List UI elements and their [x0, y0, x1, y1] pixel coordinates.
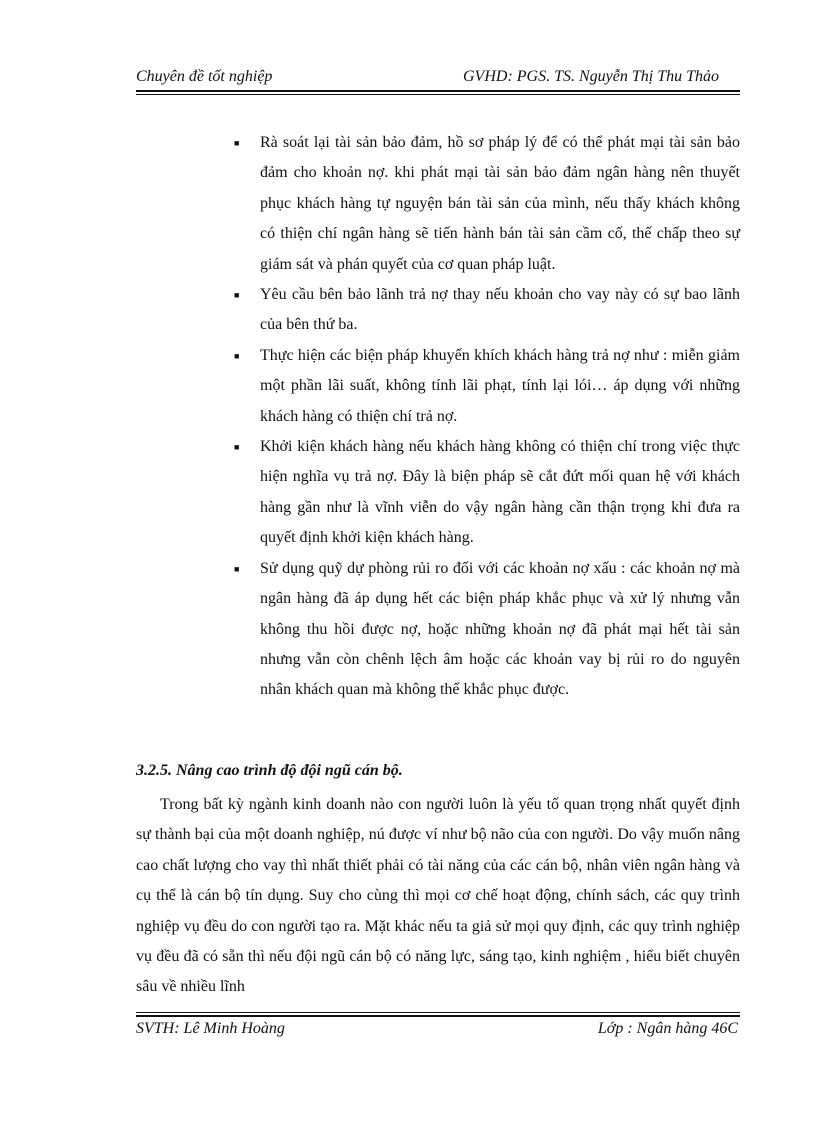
bullet-item: [232, 554, 740, 706]
footer-student: SVTH: Lê Minh Hoàng: [136, 1020, 285, 1037]
square-bullet-icon: ■: [234, 350, 240, 361]
header-rule-thin: [136, 94, 740, 95]
footer-class: Lớp : Ngân hàng 46C: [597, 1020, 738, 1037]
bullet-text: Yêu cầu bên bảo lãnh trả nợ thay nếu khoản cho vay này có sự bao lãnh của bên thứ ba.: [260, 286, 740, 334]
bullet-text: Khởi kiện khách hàng nếu khách hàng không có thiện chí trong việc thực hiện nghĩa vụ trả nợ. Đây là biện pháp sẽ cắt đứt mối quan hệ với khách hàng gần như là vĩnh viễn do vậy ngân hàng cần thận trọng khi đưa ra quyết định khởi kiện khách hàng.: [260, 438, 740, 547]
square-bullet-icon: ■: [234, 138, 240, 148]
header-document-type: Chuyên đề tốt nghiệp: [136, 68, 273, 85]
bullet-list: [232, 128, 740, 706]
bullet-text: Rà soát lại tài sản bảo đảm, hồ sơ pháp lý để có thể phát mại tài sản bảo đảm cho khoản nợ. khi phát mại tài sản bảo đảm ngân hàng nên thuyết phục khách hàng tự nguyện bán tài sản của mình, nếu thấy khách không có thiện chí ngân hàng sẽ tiến hành bán tài sản cầm cố, thế chấp theo sự giám sát và phán quyết của cơ quan pháp luật.: [260, 134, 740, 273]
section-heading: 3.2.5. Nâng cao trình độ đội ngũ cán bộ.: [136, 762, 403, 779]
bullet-item: [232, 432, 740, 554]
bullet-item: [232, 128, 740, 280]
bullet-item: [232, 341, 740, 432]
body-paragraph: Trong bất kỳ ngành kinh doanh nào con người luôn là yếu tố quan trọng nhất quyết định sự thành bại của một doanh nghiệp, nú được ví như bộ não của con người. Do vậy muốn nâng cao chất lượng cho vay thì nhất thiết phải có tài năng của các cán bộ, nhân viên ngân hàng và cụ thể là cán bộ tín dụng. Suy cho cùng thì mọi cơ chế hoạt động, chính sách, các quy trình nghiệp vụ đều do con người tạo ra. Mặt khác nếu ta giả sử mọi quy định, các quy trình nghiệp vụ đều đã có sẵn thì nếu đội ngũ cán bộ có năng lực, sáng tạo, kinh nghiệm , hiểu biết chuyên sâu về nhiều lĩnh: [136, 796, 740, 996]
bullet-text: Sử dụng quỹ dự phòng rủi ro đối với các khoản nợ xấu : các khoản nợ mà ngân hàng đã áp dụng hết các biện pháp khắc phục và xử lý nhưng vẫn không thu hồi được nợ, hoặc những khoản nợ đã phát mại hết tài sản nhưng vẫn còn chênh lệch âm hoặc các khoản vay bị rủi ro do nguyên nhân khách quan mà không thể khắc phục được.: [260, 559, 740, 699]
header-rule-thick: [136, 90, 740, 92]
footer-rule-thin: [136, 1012, 740, 1013]
page-footer: [136, 1020, 740, 1042]
page-header: [136, 66, 740, 88]
square-bullet-icon: ■: [234, 290, 240, 301]
square-bullet-icon: ■: [234, 442, 240, 453]
bullet-text: Thực hiện các biện pháp khuyến khích khách hàng trả nợ như : miễn giảm một phần lãi suất, không tính lãi phạt, tính lại lói… áp dụng với những khách hàng có thiện chí trả nợ.: [260, 346, 740, 425]
bullet-item: [232, 280, 740, 341]
square-bullet-icon: ■: [234, 563, 240, 574]
header-supervisor: GVHD: PGS. TS. Nguyễn Thị Thu Thảo: [463, 68, 720, 85]
footer-rule-thick: [136, 1015, 740, 1017]
